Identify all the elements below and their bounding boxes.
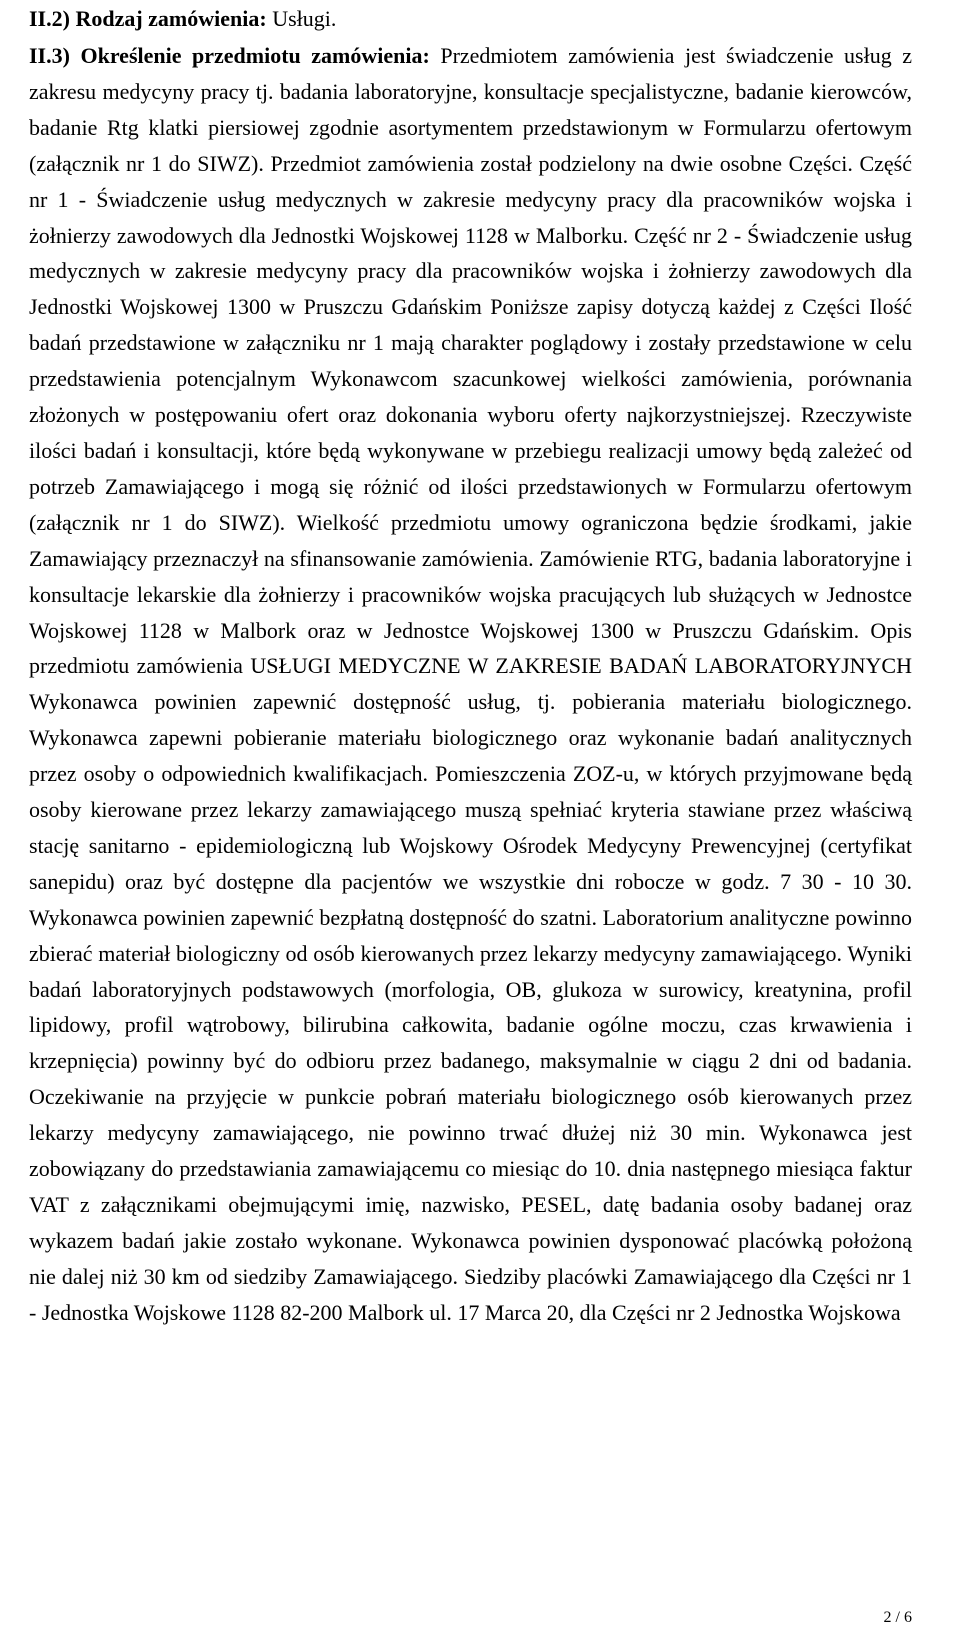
section-2-2-heading bbox=[29, 2, 336, 35]
section-2-3-text: Przedmiotem zamówienia jest świadczenie usług z zakresu medycyny pracy tj. badania laboratoryjne, konsultacje specjalistyczne, badanie kierowców, badanie Rtg klatki piersiowej zgodnie asortymentem przedstawionym w Formularzu ofertowym (załącznik nr 1 do SIWZ). Przedmiot zamówienia został podzielony na dwie osobne Części. Część nr 1 - Świadczenie usług medycznych w zakresie medycyny pracy dla pracowników wojska i żołnierzy zawodowych dla Jednostki Wojskowej 1128 w Malborku. Część nr 2 - Świadczenie usług medycznych w zakresie medycyny pracy dla pracowników wojska i żołnierzy zawodowych dla Jednostki Wojskowej 1300 w Pruszczu Gdańskim Poniższe zapisy dotyczą każdej z Części Ilość badań przedstawione w załączniku nr 1 mają charakter poglądowy i zostały przedstawione w celu przedstawienia potencjalnym Wykonawcom szacunkowej wielkości zamówienia, porównania złożonych w postępowaniu ofert oraz dokonania wyboru oferty najkorzystniejszej. Rzeczywiste ilości badań i konsultacji, które będą wykonywane w przebiegu realizacji umowy będą zależeć od potrzeb Zamawiającego i mogą się różnić od ilości przedstawionych w Formularzu ofertowym (załącznik nr 1 do SIWZ). Wielkość przedmiotu umowy ograniczona będzie środkami, jakie Zamawiający przeznaczył na sfinansowanie zamówienia. Zamówienie RTG, badania laboratoryjne i konsultacje lekarskie dla żołnierzy i pracowników wojska pracujących lub służących w Jednostce Wojskowej 1128 w Malbork oraz w Jednostce Wojskowej 1300 w Pruszczu Gdańskim. Opis przedmiotu zamówienia USŁUGI MEDYCZNE W ZAKRESIE BADAŃ LABORATORYJNYCH Wykonawca powinien zapewnić dostępność usług, tj. pobierania materiału biologicznego. Wykonawca zapewni pobieranie materiału biologicznego oraz wykonanie badań analitycznych przez osoby o odpowiednich kwalifikacjach. Pomieszczenia ZOZ-u, w których przyjmowane będą osoby kierowane przez lekarzy zamawiającego muszą spełniać kryteria stawiane przez właściwą stację sanitarno - epidemiologiczną lub Wojskowy Ośrodek Medycyny Prewencyjnej (certyfikat sanepidu) oraz być dostępne dla pacjentów we wszystkie dni robocze w godz. 7 30 - 10 30. Wykonawca powinien zapewnić bezpłatną dostępność do szatni. Laboratorium analityczne powinno zbierać materiał biologiczny od osób kierowanych przez lekarzy medycyny zamawiającego. Wyniki badań laboratoryjnych podstawowych (morfologia, OB, glukoza w surowicy, kreatynina, profil lipidowy, profil wątrobowy, bilirubina całkowita, badanie ogólne moczu, czas krwawienia i krzepnięcia) powinny być do odbioru przez badanego, maksymalnie w ciągu 2 dni od badania. Oczekiwanie na przyjęcie w punkcie pobrań materiału biologicznego osób kierowanych przez lekarzy medycyny zamawiającego, nie powinno trwać dłużej niż 30 min. Wykonawca jest zobowiązany do przedstawiania zamawiającemu co miesiąc do 10. dnia następnego miesiąca faktur VAT z załącznikami obejmującymi imię, nazwisko, PESEL, datę badania osoby badanej oraz wykazem badań jakie zostało wykonane. Wykonawca powinien dysponować placówką położoną nie dalej niż 30 km od siedziby Zamawiającego. Siedziby placówki Zamawiającego dla Części nr 1 - Jednostka Wojskowe 1128 82-200 Malbork ul. 17 Marca 20, dla Części nr 2 Jednostka Wojskowa bbox=[29, 43, 912, 1325]
section-2-3-label: II.3) Określenie przedmiotu zamówienia: bbox=[29, 43, 430, 68]
section-2-2-value: Usługi. bbox=[272, 6, 337, 31]
page-number: 2 / 6 bbox=[883, 1609, 912, 1626]
section-2-2-label: II.2) Rodzaj zamówienia: bbox=[29, 6, 267, 31]
section-2-3-paragraph bbox=[29, 38, 912, 1331]
